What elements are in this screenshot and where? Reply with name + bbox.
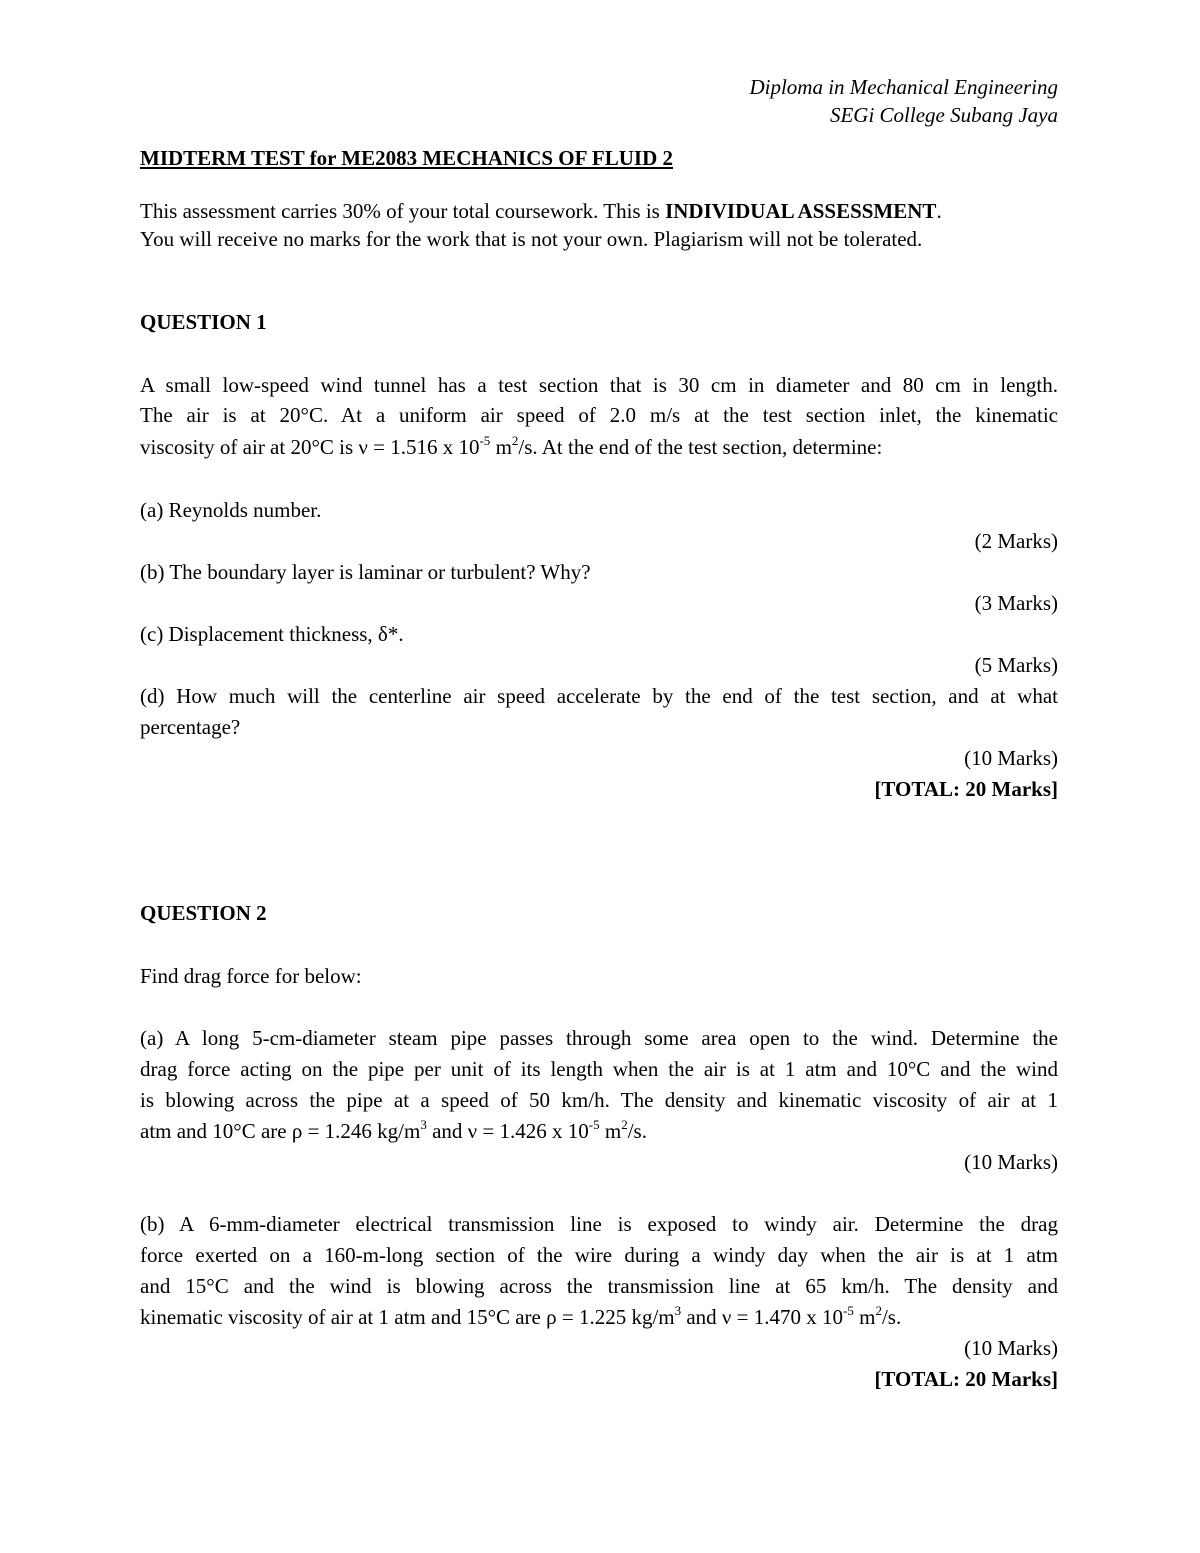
intro-period: . — [936, 199, 942, 223]
q1-part-d-line-2: percentage? — [140, 715, 241, 739]
q2-text: kinematic viscosity of air at 1 atm and 15°C are ρ = 1.225 kg/m — [140, 1305, 675, 1329]
intro-text: This assessment carries 30% of your total coursework. This is — [140, 199, 666, 223]
q2-text: and ν = 1.470 x 10 — [681, 1305, 844, 1329]
q2-part-b-line-3: and 15°C and the wind is blowing across the transmission line at 65 km/h. The density and — [140, 1274, 1058, 1298]
q1-part-d-marks: (10 Marks) — [964, 746, 1058, 770]
q2-part-b-line-1: (b) A 6-mm-diameter electrical transmission line is exposed to windy air. Determine the drag — [140, 1212, 1058, 1236]
q2-exponent: 3 — [674, 1303, 682, 1318]
q1-paragraph-line-2: The air is at 20°C. At a uniform air speed of 2.0 m/s at the test section inlet, the kinematic — [140, 403, 1058, 427]
q2-text: /s. — [881, 1305, 902, 1329]
q2-text: m — [853, 1305, 876, 1329]
q2-text: /s. — [627, 1119, 647, 1143]
q1-part-a-marks: (2 Marks) — [974, 529, 1058, 553]
q2-part-b-line-4 — [140, 1302, 1058, 1332]
q2-part-a-marks: (10 Marks) — [964, 1150, 1058, 1174]
q1-text: /s. At the end of the test section, determine: — [518, 435, 883, 459]
q1-total-marks: [TOTAL: 20 Marks] — [874, 777, 1058, 801]
q2-part-a-line-2: drag force acting on the pipe per unit of its length when the air is at 1 atm and 10°C and the wind — [140, 1057, 1058, 1081]
q2-part-b-line-2: force exerted on a 160-m-long section of the wire during a windy day when the air is at 1 atm — [140, 1243, 1058, 1267]
q1-part-c-marks: (5 Marks) — [974, 653, 1058, 677]
intro-line-2: You will receive no marks for the work that is not your own. Plagiarism will not be tolerated. — [140, 227, 923, 251]
q1-paragraph-line-3 — [140, 432, 1058, 462]
q1-part-b: (b) The boundary layer is laminar or turbulent? Why? — [140, 560, 591, 584]
q2-text: and ν = 1.426 x 10 — [426, 1119, 589, 1143]
q1-paragraph-line-1: A small low-speed wind tunnel has a test section that is 30 cm in diameter and 80 cm in length. — [140, 373, 1058, 397]
intro-line-1 — [140, 196, 1058, 226]
question-2-heading: QUESTION 2 — [140, 901, 267, 925]
q2-exponent: 2 — [621, 1117, 628, 1132]
q2-text: m — [599, 1119, 622, 1143]
q2-exponent: -5 — [588, 1117, 600, 1132]
q1-text: viscosity of air at 20°C is ν = 1.516 x 10 — [140, 435, 480, 459]
header-diploma: Diploma in Mechanical Engineering — [749, 75, 1058, 99]
q2-total-marks: [TOTAL: 20 Marks] — [874, 1367, 1058, 1391]
header-college: SEGi College Subang Jaya — [829, 103, 1058, 127]
intro-bold: INDIVIDUAL ASSESSMENT — [665, 199, 937, 223]
q2-intro: Find drag force for below: — [140, 964, 362, 988]
question-1-heading: QUESTION 1 — [140, 310, 267, 334]
q2-exponent: -5 — [843, 1303, 854, 1318]
q2-part-b-marks: (10 Marks) — [964, 1336, 1058, 1360]
q1-part-a: (a) Reynolds number. — [140, 498, 322, 522]
q2-part-a-line-1: (a) A long 5-cm-diameter steam pipe passes through some area open to the wind. Determine the — [140, 1026, 1058, 1050]
q2-exponent: 2 — [875, 1303, 882, 1318]
q2-part-a-line-4 — [140, 1116, 1058, 1146]
q2-exponent: 3 — [420, 1117, 427, 1132]
q1-part-b-marks: (3 Marks) — [974, 591, 1058, 615]
q1-text: m — [490, 435, 512, 459]
q1-exponent: -5 — [479, 433, 491, 448]
q1-part-d-line-1: (d) How much will the centerline air speed accelerate by the end of the test section, and at what — [140, 684, 1058, 708]
q1-part-c: (c) Displacement thickness, δ*. — [140, 622, 404, 646]
q2-part-a-line-3: is blowing across the pipe at a speed of 50 km/h. The density and kinematic viscosity of air at 1 — [140, 1088, 1058, 1112]
q2-text: atm and 10°C are ρ = 1.246 kg/m — [140, 1119, 421, 1143]
q1-exponent: 2 — [511, 433, 519, 448]
page-title: MIDTERM TEST for ME2083 MECHANICS OF FLUID 2 — [140, 146, 674, 170]
